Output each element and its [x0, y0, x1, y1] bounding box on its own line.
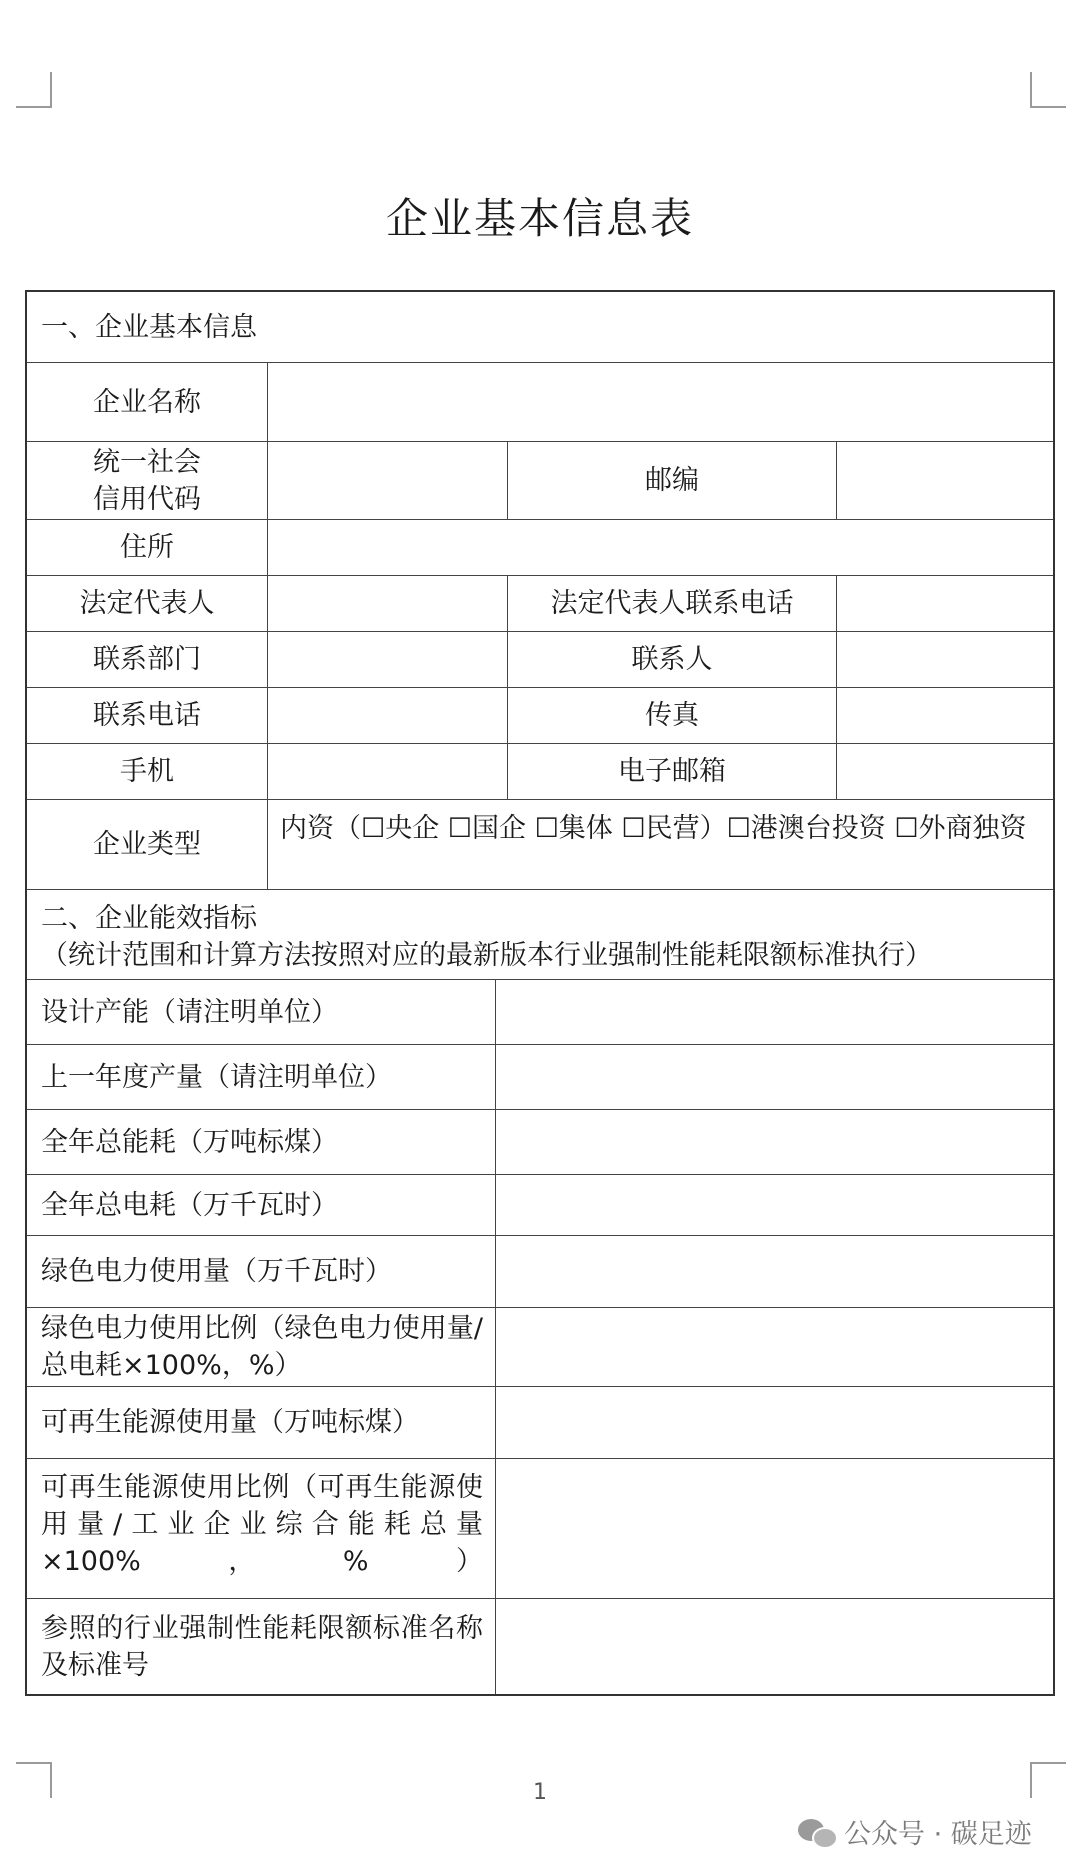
field-mobile[interactable] [267, 744, 507, 799]
metric-label: 参照的行业强制性能耗限额标准名称及标准号 [41, 1612, 483, 1681]
metric-value-field[interactable] [495, 980, 1053, 1044]
label-contact-phone: 联系电话 [93, 700, 201, 731]
section2-header [27, 890, 1053, 979]
watermark-text: 公众号 · 碳足迹 [844, 1819, 1032, 1850]
label-credit-code [27, 442, 267, 519]
document-title: 企业基本信息表 [385, 194, 694, 243]
label-company-type: 企业类型 [93, 829, 201, 860]
company-type-options[interactable]: 内资（☐央企 ☐国企 ☐集体 ☐民营）☐港澳台投资 ☐外商独资 [267, 800, 1053, 889]
label-credit-code-line2: 信用代码 [93, 483, 201, 515]
field-postcode[interactable] [836, 442, 1053, 519]
label-contact-dept: 联系部门 [93, 644, 201, 675]
crop-mark-bottom-left [16, 1762, 52, 1798]
metric-value-field[interactable] [495, 1308, 1053, 1386]
watermark [798, 1812, 1032, 1851]
wechat-icon [798, 1817, 836, 1847]
metric-label: 上一年度产量（请注明单位） [41, 1061, 392, 1093]
metric-value-field[interactable] [495, 1599, 1053, 1694]
metric-label: 绿色电力使用量（万千瓦时） [41, 1256, 392, 1287]
metric-value-field[interactable] [495, 1175, 1053, 1235]
metric-value-field[interactable] [495, 1459, 1053, 1598]
label-company-name: 企业名称 [93, 386, 201, 418]
metric-label: 可再生能源使用量（万吨标煤） [41, 1407, 419, 1438]
metric-value-field[interactable] [495, 1110, 1053, 1174]
metric-label: 绿色电力使用比例（绿色电力使用量/总电耗×100%，%） [41, 1313, 483, 1381]
crop-mark-top-left [16, 72, 52, 108]
section2-subheading: （统计范围和计算方法按照对应的最新版本行业强制性能耗限额标准执行） [41, 940, 932, 971]
label-legal-rep-phone: 法定代表人联系电话 [507, 576, 836, 631]
field-company-name[interactable] [267, 363, 1053, 441]
section1-heading: 一、企业基本信息 [41, 311, 257, 343]
crop-mark-bottom-right [1030, 1762, 1066, 1798]
field-fax[interactable] [836, 688, 1053, 743]
field-contact-phone[interactable] [267, 688, 507, 743]
field-contact-dept[interactable] [267, 632, 507, 687]
metric-value-field[interactable] [495, 1045, 1053, 1109]
metric-value-field[interactable] [495, 1387, 1053, 1458]
field-legal-rep-phone[interactable] [836, 576, 1053, 631]
info-form-table [25, 290, 1055, 1696]
metric-label: 全年总电耗（万千瓦时） [41, 1189, 338, 1221]
field-legal-rep[interactable] [267, 576, 507, 631]
metric-label: 可再生能源使用比例（可再生能源使用量/工业企业综合能耗总量×100%，%） [41, 1472, 483, 1577]
label-credit-code-line1: 统一社会 [93, 446, 201, 478]
metric-label: 设计产能（请注明单位） [41, 996, 338, 1028]
crop-mark-top-right [1030, 72, 1066, 108]
field-address[interactable] [267, 520, 1053, 575]
page-number: 1 [533, 1780, 547, 1805]
section2-heading: 二、企业能效指标 [41, 903, 257, 934]
metric-label: 全年总能耗（万吨标煤） [41, 1126, 338, 1158]
label-fax: 传真 [507, 688, 836, 743]
label-email: 电子邮箱 [507, 744, 836, 799]
field-credit-code[interactable] [267, 442, 507, 519]
label-postcode: 邮编 [507, 442, 836, 519]
label-mobile: 手机 [120, 756, 174, 787]
label-contact-person: 联系人 [507, 632, 836, 687]
field-contact-person[interactable] [836, 632, 1053, 687]
field-email[interactable] [836, 744, 1053, 799]
label-legal-rep: 法定代表人 [79, 588, 215, 619]
metric-value-field[interactable] [495, 1236, 1053, 1307]
label-address: 住所 [120, 532, 174, 563]
